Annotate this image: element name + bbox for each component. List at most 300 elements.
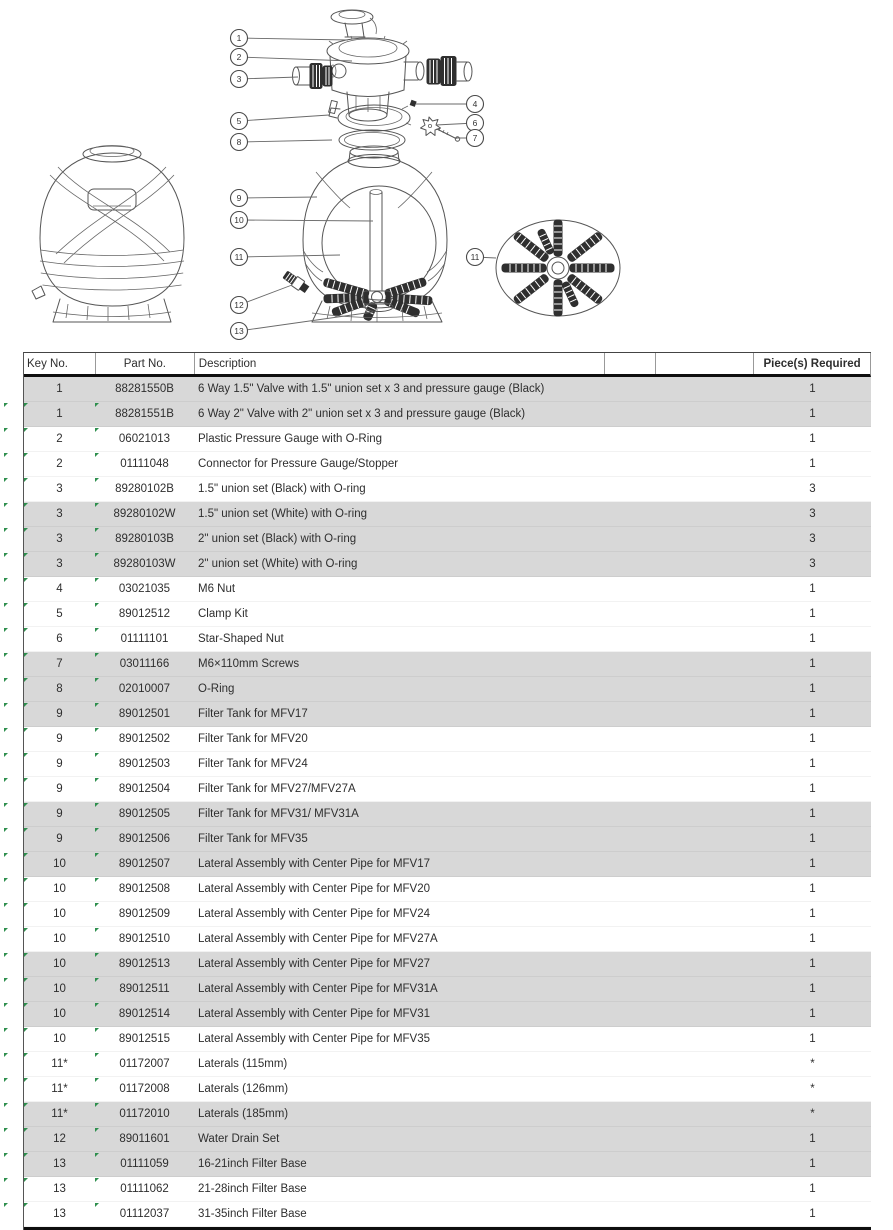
parts-table <box>23 352 871 1230</box>
table-row <box>24 627 871 652</box>
margin-marker-icon <box>4 1028 8 1032</box>
comment-marker-icon <box>95 503 99 507</box>
cell-desc: Star-Shaped Nut <box>198 633 284 645</box>
table-row <box>24 727 871 752</box>
cell-qty: 1 <box>809 408 816 420</box>
svg-text:9: 9 <box>236 193 242 203</box>
cell-key: 9 <box>24 777 95 801</box>
margin-marker-icon <box>4 903 8 907</box>
cell-key: 13 <box>24 1202 95 1226</box>
callout-3 <box>231 71 299 88</box>
comment-marker-icon <box>95 1178 99 1182</box>
comment-marker-icon <box>95 728 99 732</box>
svg-text:13: 13 <box>234 326 244 336</box>
comment-marker-icon <box>95 828 99 832</box>
cell-key: 9 <box>24 827 95 851</box>
comment-marker-icon <box>24 978 28 982</box>
margin-marker-icon <box>4 503 8 507</box>
cell-key: 12 <box>24 1127 95 1151</box>
comment-marker-icon <box>24 1178 28 1182</box>
cell-desc: Filter Tank for MFV17 <box>198 708 308 720</box>
comment-marker-icon <box>95 703 99 707</box>
cell-key: 11* <box>24 1102 95 1126</box>
comment-marker-icon <box>95 753 99 757</box>
table-row <box>24 1002 871 1027</box>
table-row <box>24 1052 871 1077</box>
svg-text:10: 10 <box>234 215 244 225</box>
cell-desc: Lateral Assembly with Center Pipe for MFV17 <box>198 858 431 870</box>
cell-desc: 2" union set (Black) with O-ring <box>198 533 357 545</box>
comment-marker-icon <box>24 728 28 732</box>
cell-part: 89012513 <box>95 952 194 976</box>
comment-marker-icon <box>95 1053 99 1057</box>
comment-marker-icon <box>24 428 28 432</box>
cell-qty: * <box>810 1083 815 1095</box>
cell-part: 89012512 <box>95 602 194 626</box>
cell-qty: 1 <box>809 908 816 920</box>
margin-marker-icon <box>4 1128 8 1132</box>
cell-part: 89011601 <box>95 1127 194 1151</box>
comment-marker-icon <box>95 1028 99 1032</box>
cell-part: 89012509 <box>95 902 194 926</box>
table-row <box>24 502 871 527</box>
parts-table-body <box>24 377 871 1230</box>
cell-desc: Lateral Assembly with Center Pipe for MFV27A <box>198 933 438 945</box>
cell-part: 89280102B <box>95 477 194 501</box>
cell-key: 9 <box>24 702 95 726</box>
valve-assembly-drawing <box>293 10 473 150</box>
margin-marker-icon <box>4 728 8 732</box>
cell-qty: 1 <box>809 583 816 595</box>
cell-key: 9 <box>24 727 95 751</box>
comment-marker-icon <box>24 1028 28 1032</box>
cell-qty: 1 <box>809 808 816 820</box>
cell-part: 03011166 <box>95 652 194 676</box>
cell-desc: Laterals (185mm) <box>198 1108 289 1120</box>
svg-text:11: 11 <box>470 252 480 262</box>
cell-key: 11* <box>24 1077 95 1101</box>
header-key-no: Key No. <box>27 357 68 370</box>
cell-desc: Filter Tank for MFV20 <box>198 733 308 745</box>
header-spacer-2 <box>655 353 753 374</box>
table-row <box>24 527 871 552</box>
table-row <box>24 752 871 777</box>
margin-marker-icon <box>4 403 8 407</box>
cell-desc: M6 Nut <box>198 583 236 595</box>
cell-part: 89012515 <box>95 1027 194 1051</box>
comment-marker-icon <box>24 578 28 582</box>
lateral-hub-drawing <box>323 277 432 321</box>
comment-marker-icon <box>95 953 99 957</box>
cell-key: 13 <box>24 1177 95 1201</box>
comment-marker-icon <box>24 853 28 857</box>
table-row <box>24 1202 871 1227</box>
cell-key: 10 <box>24 852 95 876</box>
table-row <box>24 1027 871 1052</box>
comment-marker-icon <box>24 403 28 407</box>
cell-desc: Plastic Pressure Gauge with O-Ring <box>198 433 383 445</box>
cell-qty: 1 <box>809 1008 816 1020</box>
comment-marker-icon <box>95 1078 99 1082</box>
cell-key: 9 <box>24 802 95 826</box>
comment-marker-icon <box>95 978 99 982</box>
svg-text:5: 5 <box>236 116 242 126</box>
cell-part: 89280103B <box>95 527 194 551</box>
cell-qty: 1 <box>809 958 816 970</box>
table-row <box>24 677 871 702</box>
callout-4 <box>416 96 484 113</box>
cell-qty: 1 <box>809 883 816 895</box>
comment-marker-icon <box>24 753 28 757</box>
cell-qty: 3 <box>809 558 816 570</box>
margin-marker-icon <box>4 878 8 882</box>
comment-marker-icon <box>24 778 28 782</box>
comment-marker-icon <box>24 1153 28 1157</box>
callout-1 <box>231 30 349 47</box>
cell-qty: 1 <box>809 1133 816 1145</box>
comment-marker-icon <box>95 628 99 632</box>
callout-8 <box>231 134 333 151</box>
cell-part: 89012504 <box>95 777 194 801</box>
cell-desc: Water Drain Set <box>198 1133 280 1145</box>
margin-marker-icon <box>4 1003 8 1007</box>
cell-key: 10 <box>24 977 95 1001</box>
margin-marker-icon <box>4 528 8 532</box>
cell-key: 3 <box>24 527 95 551</box>
cell-part: 89012508 <box>95 877 194 901</box>
comment-marker-icon <box>95 528 99 532</box>
cell-part: 89012514 <box>95 1002 194 1026</box>
cell-desc: Filter Tank for MFV27/MFV27A <box>198 783 356 795</box>
margin-marker-icon <box>4 1103 8 1107</box>
comment-marker-icon <box>24 653 28 657</box>
margin-marker-icon <box>4 778 8 782</box>
comment-marker-icon <box>24 678 28 682</box>
comment-marker-icon <box>24 1053 28 1057</box>
table-row <box>24 827 871 852</box>
cell-part: 88281551B <box>95 402 194 426</box>
table-row <box>24 702 871 727</box>
margin-marker-icon <box>4 1078 8 1082</box>
callout-5 <box>231 113 330 130</box>
cell-part: 01111048 <box>95 452 194 476</box>
cell-part: 01111101 <box>95 627 194 651</box>
cell-part: 88281550B <box>115 383 174 395</box>
cell-part: 01172007 <box>95 1052 194 1076</box>
cell-qty: 1 <box>809 608 816 620</box>
cell-qty: 3 <box>809 533 816 545</box>
cell-part: 89012502 <box>95 727 194 751</box>
margin-marker-icon <box>4 453 8 457</box>
svg-text:11: 11 <box>234 252 244 262</box>
cell-desc: 1.5" union set (White) with O-ring <box>198 508 367 520</box>
cell-key: 3 <box>24 552 95 576</box>
cell-part: 89012503 <box>95 752 194 776</box>
cell-qty: 1 <box>809 933 816 945</box>
cell-key: 10 <box>24 952 95 976</box>
header-spacer-1 <box>604 353 655 374</box>
callout-7 <box>455 130 484 147</box>
lateral-star-drawing <box>496 220 620 316</box>
cell-part: 01172008 <box>95 1077 194 1101</box>
comment-marker-icon <box>24 803 28 807</box>
cell-qty: 1 <box>809 858 816 870</box>
margin-marker-icon <box>4 578 8 582</box>
margin-marker-icon <box>4 803 8 807</box>
cell-part: 89012511 <box>95 977 194 1001</box>
margin-marker-icon <box>4 928 8 932</box>
comment-marker-icon <box>95 928 99 932</box>
cell-desc: Lateral Assembly with Center Pipe for MFV20 <box>198 883 431 895</box>
callout-11 <box>467 249 497 266</box>
cell-key: 10 <box>24 1002 95 1026</box>
cell-part: 89012510 <box>95 927 194 951</box>
cell-desc: Clamp Kit <box>198 608 248 620</box>
comment-marker-icon <box>24 703 28 707</box>
comment-marker-icon <box>95 578 99 582</box>
cell-qty: 1 <box>809 683 816 695</box>
cell-desc: 16-21inch Filter Base <box>198 1158 307 1170</box>
cell-desc: 31-35inch Filter Base <box>198 1208 307 1220</box>
cell-desc: 6 Way 2" Valve with 2" union set x 3 and pressure gauge (Black) <box>198 408 526 420</box>
comment-marker-icon <box>95 1128 99 1132</box>
table-row <box>24 1177 871 1202</box>
margin-marker-icon <box>4 428 8 432</box>
comment-marker-icon <box>24 928 28 932</box>
cell-key: 3 <box>24 477 95 501</box>
cell-qty: 1 <box>809 1033 816 1045</box>
header-pieces-required: Piece(s) Required <box>753 353 870 374</box>
cell-key: 5 <box>24 602 95 626</box>
assembled-tank-drawing <box>32 146 184 323</box>
cell-part: 89012505 <box>95 802 194 826</box>
comment-marker-icon <box>95 878 99 882</box>
cell-desc: Lateral Assembly with Center Pipe for MFV31A <box>198 983 438 995</box>
cell-desc: Laterals (126mm) <box>198 1083 289 1095</box>
cell-desc: Filter Tank for MFV31/ MFV31A <box>198 808 359 820</box>
header-description: Description <box>194 353 605 374</box>
cell-key: 8 <box>24 677 95 701</box>
table-row <box>24 952 871 977</box>
callout-12 <box>231 285 293 314</box>
cell-qty: 1 <box>809 983 816 995</box>
margin-marker-icon <box>4 1203 8 1207</box>
cell-key: 10 <box>24 1027 95 1051</box>
svg-text:12: 12 <box>234 300 244 310</box>
comment-marker-icon <box>24 1003 28 1007</box>
cell-part: 01112037 <box>95 1202 194 1226</box>
margin-marker-icon <box>4 1178 8 1182</box>
cell-part: 89280103W <box>95 552 194 576</box>
comment-marker-icon <box>95 1153 99 1157</box>
table-row <box>24 427 871 452</box>
svg-text:8: 8 <box>236 137 242 147</box>
comment-marker-icon <box>24 903 28 907</box>
comment-marker-icon <box>95 803 99 807</box>
cell-qty: 1 <box>809 758 816 770</box>
cell-qty: * <box>810 1058 815 1070</box>
cell-qty: 1 <box>809 833 816 845</box>
cell-desc: Lateral Assembly with Center Pipe for MFV24 <box>198 908 431 920</box>
margin-marker-icon <box>4 953 8 957</box>
header-part-no: Part No. <box>95 353 194 374</box>
comment-marker-icon <box>95 778 99 782</box>
table-header-row <box>24 353 871 377</box>
cell-part: 03021035 <box>95 577 194 601</box>
cell-part: 89012506 <box>95 827 194 851</box>
comment-marker-icon <box>24 503 28 507</box>
margin-marker-icon <box>4 828 8 832</box>
comment-marker-icon <box>95 478 99 482</box>
cell-desc: O-Ring <box>198 683 235 695</box>
cell-key: 3 <box>24 502 95 526</box>
table-row <box>24 852 871 877</box>
cell-qty: 1 <box>809 1183 816 1195</box>
margin-marker-icon <box>4 753 8 757</box>
comment-marker-icon <box>95 428 99 432</box>
cell-key: 7 <box>24 652 95 676</box>
margin-marker-icon <box>4 628 8 632</box>
cell-desc: Lateral Assembly with Center Pipe for MFV31 <box>198 1008 431 1020</box>
cell-desc: Lateral Assembly with Center Pipe for MFV35 <box>198 1033 431 1045</box>
cell-part: 01172010 <box>95 1102 194 1126</box>
cell-qty: 1 <box>809 1208 816 1220</box>
table-row <box>24 402 871 427</box>
cell-qty: 1 <box>809 458 816 470</box>
table-row <box>24 1127 871 1152</box>
cell-desc: 2" union set (White) with O-ring <box>198 558 358 570</box>
table-row <box>24 602 871 627</box>
comment-marker-icon <box>24 478 28 482</box>
cell-qty: 3 <box>809 508 816 520</box>
table-row <box>24 902 871 927</box>
svg-text:1: 1 <box>236 33 242 43</box>
svg-text:4: 4 <box>472 99 478 109</box>
cell-key: 2 <box>24 427 95 451</box>
comment-marker-icon <box>95 403 99 407</box>
cell-qty: 1 <box>809 1158 816 1170</box>
exploded-parts-diagram <box>0 0 893 352</box>
cell-desc: 6 Way 1.5" Valve with 1.5" union set x 3 and pressure gauge (Black) <box>198 383 545 395</box>
cell-qty: 3 <box>809 483 816 495</box>
table-row <box>24 552 871 577</box>
cell-key: 1 <box>24 402 95 426</box>
cell-qty: * <box>810 1108 815 1120</box>
comment-marker-icon <box>24 828 28 832</box>
cell-part: 89280102W <box>95 502 194 526</box>
cell-key: 1 <box>56 383 63 395</box>
cell-desc: Filter Tank for MFV24 <box>198 758 308 770</box>
margin-marker-icon <box>4 853 8 857</box>
cell-qty: 1 <box>809 658 816 670</box>
cell-part: 06021013 <box>95 427 194 451</box>
table-row <box>24 452 871 477</box>
comment-marker-icon <box>24 1078 28 1082</box>
comment-marker-icon <box>24 953 28 957</box>
svg-text:2: 2 <box>236 52 242 62</box>
callout-2 <box>231 49 353 66</box>
margin-marker-icon <box>4 1053 8 1057</box>
table-row <box>24 1152 871 1177</box>
comment-marker-icon <box>95 553 99 557</box>
margin-marker-icon <box>4 603 8 607</box>
cutaway-tank-drawing <box>282 146 447 322</box>
table-row <box>24 977 871 1002</box>
svg-text:3: 3 <box>236 74 242 84</box>
comment-marker-icon <box>24 1103 28 1107</box>
margin-marker-icon <box>4 653 8 657</box>
comment-marker-icon <box>95 1003 99 1007</box>
cell-desc: Lateral Assembly with Center Pipe for MFV27 <box>198 958 431 970</box>
cell-part: 89012501 <box>95 702 194 726</box>
comment-marker-icon <box>95 1203 99 1207</box>
cell-desc: 1.5" union set (Black) with O-ring <box>198 483 366 495</box>
cell-qty: 1 <box>809 733 816 745</box>
margin-marker-icon <box>4 978 8 982</box>
table-row <box>24 652 871 677</box>
comment-marker-icon <box>95 603 99 607</box>
cell-key: 10 <box>24 877 95 901</box>
comment-marker-icon <box>24 628 28 632</box>
margin-marker-icon <box>4 478 8 482</box>
cell-part: 01111059 <box>95 1152 194 1176</box>
cell-key: 11* <box>24 1052 95 1076</box>
comment-marker-icon <box>95 453 99 457</box>
cell-qty: 1 <box>809 708 816 720</box>
cell-desc: 21-28inch Filter Base <box>198 1183 307 1195</box>
cell-part: 89012507 <box>95 852 194 876</box>
comment-marker-icon <box>24 1203 28 1207</box>
table-row <box>24 577 871 602</box>
cell-key: 10 <box>24 902 95 926</box>
cell-desc: Filter Tank for MFV35 <box>198 833 308 845</box>
cell-part: 01111062 <box>95 1177 194 1201</box>
comment-marker-icon <box>95 678 99 682</box>
cell-key: 4 <box>24 577 95 601</box>
comment-marker-icon <box>24 878 28 882</box>
margin-marker-icon <box>4 553 8 557</box>
table-row <box>24 1102 871 1127</box>
cell-part: 02010007 <box>95 677 194 701</box>
margin-marker-icon <box>4 703 8 707</box>
comment-marker-icon <box>24 453 28 457</box>
table-row <box>24 477 871 502</box>
comment-marker-icon <box>24 553 28 557</box>
callout-10 <box>231 212 374 229</box>
comment-marker-icon <box>24 528 28 532</box>
margin-marker-icon <box>4 1153 8 1157</box>
table-row <box>24 1077 871 1102</box>
comment-marker-icon <box>95 853 99 857</box>
comment-marker-icon <box>95 1103 99 1107</box>
cell-desc: Connector for Pressure Gauge/Stopper <box>198 458 399 470</box>
svg-text:6: 6 <box>472 118 478 128</box>
table-row <box>24 777 871 802</box>
cell-qty: 1 <box>809 783 816 795</box>
margin-marker-icon <box>4 678 8 682</box>
comment-marker-icon <box>24 603 28 607</box>
callout-6 <box>436 115 484 132</box>
cell-key: 9 <box>24 752 95 776</box>
cell-key: 13 <box>24 1152 95 1176</box>
cell-key: 10 <box>24 927 95 951</box>
comment-marker-icon <box>95 903 99 907</box>
svg-text:7: 7 <box>472 133 478 143</box>
cell-desc: Laterals (115mm) <box>198 1058 288 1070</box>
cell-qty: 1 <box>809 433 816 445</box>
table-row <box>24 877 871 902</box>
cell-qty: 1 <box>809 383 816 395</box>
